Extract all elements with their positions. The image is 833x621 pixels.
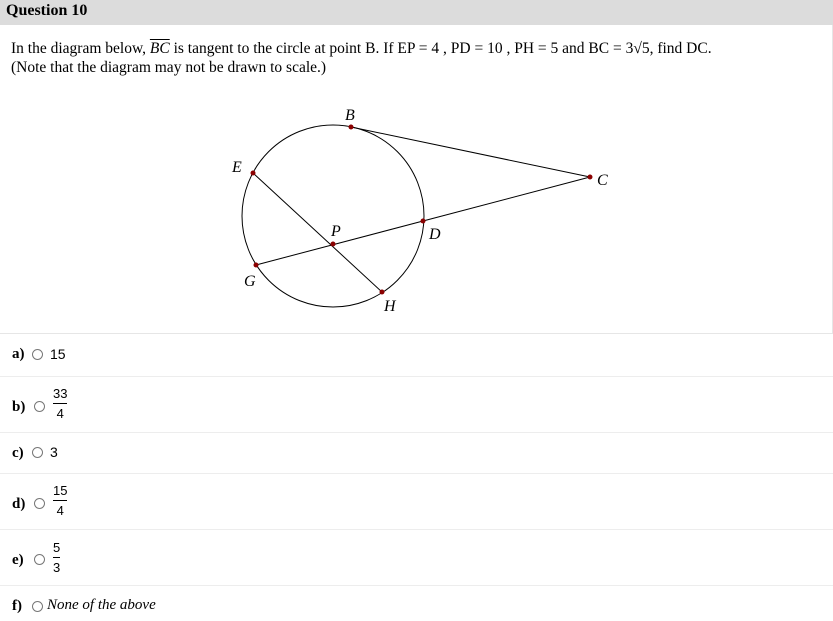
denominator: 4	[56, 406, 64, 421]
choice-f	[0, 586, 833, 620]
circle	[242, 125, 424, 307]
choice-e	[0, 530, 833, 586]
point-b	[349, 125, 354, 130]
radio-button[interactable]	[34, 401, 45, 412]
radio-button[interactable]	[34, 498, 45, 509]
numerator: 5	[53, 540, 61, 555]
fraction	[53, 540, 60, 575]
radio-button[interactable]	[32, 349, 43, 360]
choice-b	[0, 377, 833, 433]
choice-letter: e)	[12, 552, 24, 568]
choice-d	[0, 474, 833, 530]
numerator: 15	[53, 483, 68, 498]
prompt-note: (Note that the diagram may not be drawn to scale.)	[11, 59, 327, 76]
question-title: Question 10	[6, 2, 88, 19]
label-h: H	[384, 298, 396, 315]
prompt-intro: In the diagram below,	[11, 40, 150, 57]
label-e: E	[232, 159, 242, 176]
choice-letter: d)	[12, 496, 26, 512]
denominator: 3	[53, 560, 61, 575]
choice-letter: b)	[12, 399, 26, 415]
radio-button[interactable]	[32, 447, 43, 458]
label-c: C	[597, 172, 608, 189]
numerator: 33	[53, 386, 68, 401]
choice-a	[0, 334, 833, 377]
choice-letter: c)	[12, 445, 24, 461]
label-b: B	[345, 107, 355, 124]
fraction-bar	[53, 403, 67, 404]
label-p: P	[331, 223, 341, 240]
radio-button[interactable]	[32, 601, 43, 612]
fraction	[53, 386, 67, 421]
point-d	[421, 219, 426, 224]
prompt-body: is tangent to the circle at point B. If EP = 4 , PD = 10 , PH = 5 and BC = 3√5, find DC.	[169, 40, 712, 57]
point-c	[588, 175, 593, 180]
tangent-bc	[351, 127, 590, 177]
fraction-bar	[53, 557, 60, 558]
label-d: D	[429, 226, 441, 243]
choice-value: 3	[50, 444, 58, 460]
label-g: G	[244, 273, 256, 290]
point-g	[254, 263, 259, 268]
point-e	[251, 171, 256, 176]
tangent-segment: $\overline{BC}$	[149, 40, 170, 57]
point-p	[331, 242, 336, 247]
chord-eh	[253, 173, 382, 292]
choice-letter: a)	[12, 346, 25, 362]
point-h	[380, 290, 385, 295]
choice-value: 15	[50, 346, 66, 362]
choice-c	[0, 433, 833, 474]
fraction	[53, 483, 67, 518]
choice-letter: f)	[12, 598, 22, 614]
fraction-bar	[53, 500, 67, 501]
choice-value: None of the above	[47, 597, 156, 613]
denominator: 4	[56, 503, 64, 518]
radio-button[interactable]	[34, 554, 45, 565]
